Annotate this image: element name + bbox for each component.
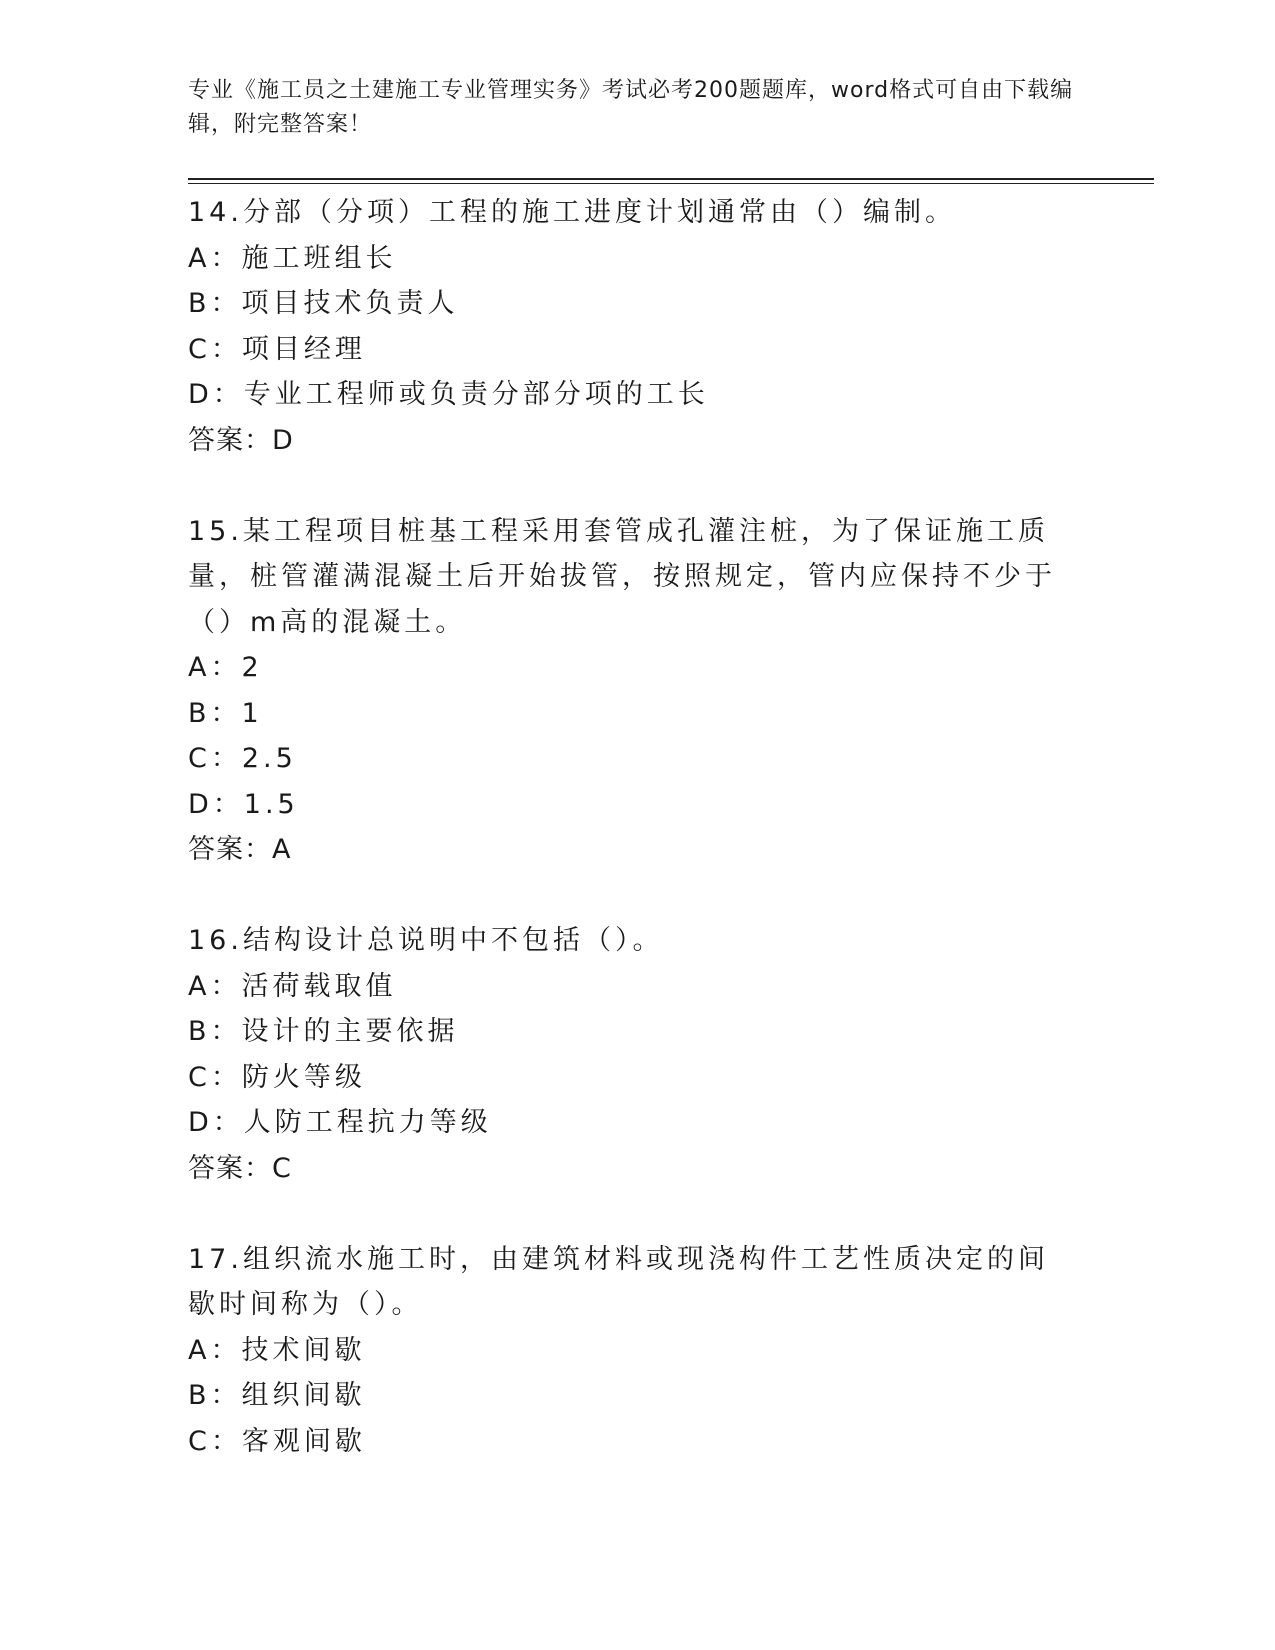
question-14 bbox=[188, 190, 1088, 463]
option-d: D：专业工程师或负责分部分项的工长 bbox=[188, 379, 709, 410]
option-c: C：2.5 bbox=[188, 743, 297, 774]
option-b: B：项目技术负责人 bbox=[188, 288, 459, 319]
question-stem: 15.某工程项目桩基工程采用套管成孔灌注桩，为了保证施工质量，桩管灌满混凝土后开始拔管，按照规定，管内应保持不少于（）m高的混凝土。 bbox=[188, 515, 1056, 638]
option-c: C：客观间歇 bbox=[188, 1425, 366, 1457]
document-header: 专业《施工员之土建施工专业管理实务》考试必考200题题库，word格式可自由下载编辑，附完整答案！ bbox=[188, 78, 1074, 137]
option-c: C：防火等级 bbox=[188, 1061, 366, 1093]
option-a: A：施工班组长 bbox=[188, 242, 397, 274]
option-d: D：人防工程抗力等级 bbox=[188, 1107, 492, 1138]
question-16 bbox=[188, 918, 1088, 1191]
option-b: B：1 bbox=[188, 697, 263, 729]
answer: 答案：A bbox=[188, 834, 292, 865]
question-stem: 14.分部（分项）工程的施工进度计划通常由（）编制。 bbox=[188, 197, 956, 228]
answer: 答案：D bbox=[188, 424, 294, 456]
question-17 bbox=[188, 1237, 1088, 1465]
option-d: D：1.5 bbox=[188, 788, 299, 820]
spacer bbox=[188, 1191, 1088, 1237]
option-a: A：2 bbox=[188, 652, 263, 683]
option-b: B：组织间歇 bbox=[188, 1380, 366, 1411]
option-b: B：设计的主要依据 bbox=[188, 1016, 459, 1047]
header-rule-thin bbox=[188, 183, 1154, 184]
question-stem: 17.组织流水施工时，由建筑材料或现浇构件工艺性质决定的间歇时间称为（）。 bbox=[188, 1243, 1049, 1320]
spacer bbox=[188, 463, 1088, 509]
option-a: A：技术间歇 bbox=[188, 1334, 366, 1366]
header-rule-thick bbox=[188, 178, 1154, 180]
option-c: C：项目经理 bbox=[188, 333, 366, 365]
question-15 bbox=[188, 509, 1088, 873]
option-a: A：活荷载取值 bbox=[188, 970, 397, 1002]
question-list bbox=[188, 190, 1088, 1464]
spacer bbox=[188, 873, 1088, 919]
answer: 答案：C bbox=[188, 1152, 292, 1184]
question-stem: 16.结构设计总说明中不包括（）。 bbox=[188, 925, 664, 956]
